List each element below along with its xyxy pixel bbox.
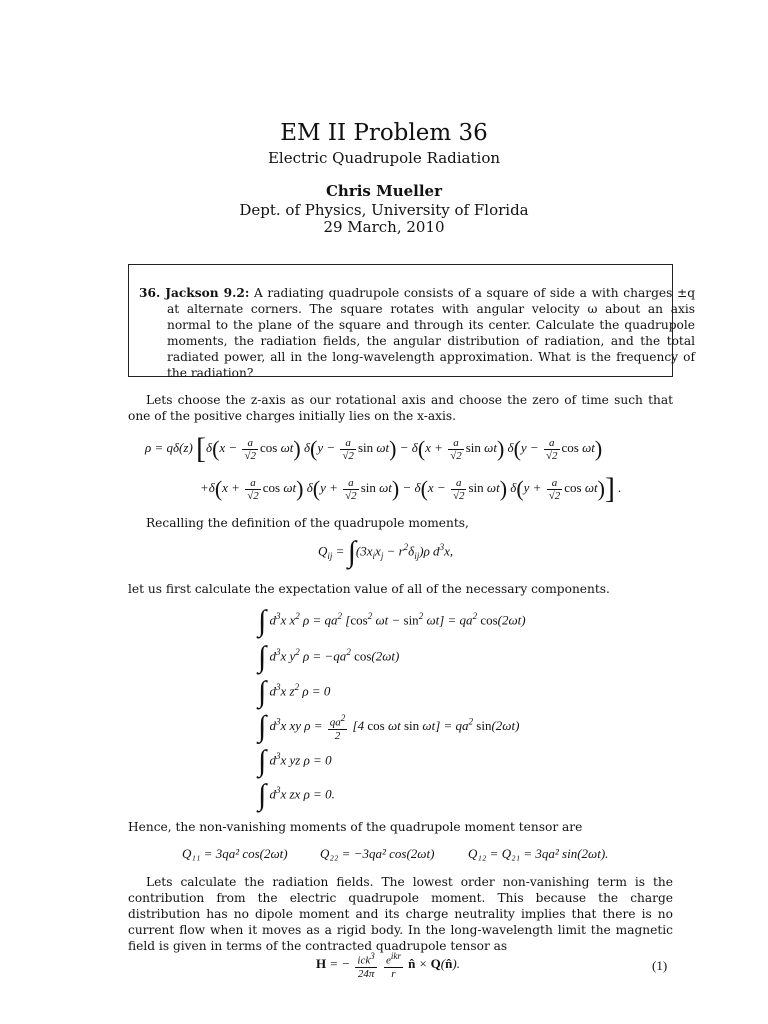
- moment-q11: Q₁₁ = 3qa² cos(2ωt): [182, 846, 288, 861]
- document-date: 29 March, 2010: [323, 218, 445, 236]
- page-title: EM II Problem 36: [280, 120, 488, 146]
- moment-q22: Q₂₂ = −3qa² cos(2ωt): [320, 846, 435, 861]
- problem-text: A radiating quadrupole consists of a square of side a with charges ±q at alternate corners. The square rotates with angular velocity ω about an axis normal to the plane of the square and through its center. Calculate the quadrupole moments, the radiation fields, the angular distribution of radiation, and the total radiated power, all in the long-wavelength approximation. What is the frequency of the radiation?: [167, 286, 695, 380]
- integral-xy: ∫ $d^3x$ xy ρ = $\frac{qa^2}{2}$ [4 cos ωt $\sin \omega t] = qa^2$ sin(2ωt): [258, 709, 520, 743]
- page-subtitle: Electric Quadrupole Radiation: [267, 149, 501, 167]
- author-affiliation: Dept. of Physics, University of Florida: [239, 201, 529, 219]
- equation-number: (1): [652, 958, 668, 973]
- author-name: Chris Mueller: [325, 182, 442, 200]
- moment-q12: Q₁₂ = Q₂₁ = 3qa² sin(2ωt).: [468, 846, 609, 861]
- paragraph-non-vanishing: Hence, the non-vanishing moments of the quadrupole moment tensor are: [128, 820, 583, 834]
- quadrupole-definition-equation: $Q_{ij} = \int(3x_ix_j - r^2\delta_{ij})\rho$ $d^3x$,: [318, 535, 454, 569]
- problem-statement-box: [128, 264, 695, 380]
- integral-yz: ∫ $d^3x$ yz ρ = 0: [258, 744, 332, 778]
- rho-equation-line-1: ρ = qδ(z) [δ(x − $\frac{a}{√2}$ cos ωt) δ(y − $\frac{a}{√2}$ sin ωt) − δ(x + $\frac{a}{√2}$ sin ωt) δ(y − $\frac{a}{√2}$ cos ωt): [145, 432, 603, 465]
- integral-zx: ∫ $d^3x$ zx ρ = 0.: [258, 778, 335, 812]
- rho-equation-line-2: +δ(x + $\frac{a}{√2}$ cos ωt) δ(y + $\frac{a}{√2}$ sin ωt) − δ(x − $\frac{a}{√2}$ sin ωt) δ(y + $\frac{a}{√2}$ cos ωt)] .: [200, 472, 622, 505]
- problem-statement: [139, 285, 695, 381]
- paragraph-radiation-fields: Lets calculate the radiation fields. The lowest order non-vanishing term is the contribution from the electric quadrupole moment. This because the charge distribution has no dipole moment and its charge neutrality implies that there is no current flow when it moves as a rigid body. In the long-wavelength limit the magnetic field is given in terms of the contracted quadrupole tensor as: [128, 875, 673, 953]
- paragraph-expectation-values: let us first calculate the expectation value of all of the necessary components.: [128, 582, 610, 596]
- problem-label: 36. Jackson 9.2:: [139, 286, 250, 300]
- integral-z2: ∫ $d^3x$ $z^2$ ρ = 0: [258, 675, 331, 709]
- paragraph-recall-definition: Recalling the definition of the quadrupole moments,: [146, 516, 469, 530]
- h-field-equation: H = − $\frac{ick^3}{24\pi}$ $\frac{e^{ikr}}{r}$ n̂ × Q(n̂).: [316, 951, 460, 980]
- paragraph-axis-choice: Lets choose the z-axis as our rotational axis and choose the zero of time such that one of the positive charges initially lies on the x-axis.: [128, 393, 673, 423]
- integral-x2: ∫ $d^3x$ $x^2$ $\rho = qa^2$ [$\cos^2$ $\omega t - \sin^2 \omega t] = qa^2$ cos(2ωt): [258, 604, 526, 638]
- integral-y2: ∫ $d^3x$ $y^2$ $\rho = -qa^2$ cos(2ωt): [258, 640, 400, 674]
